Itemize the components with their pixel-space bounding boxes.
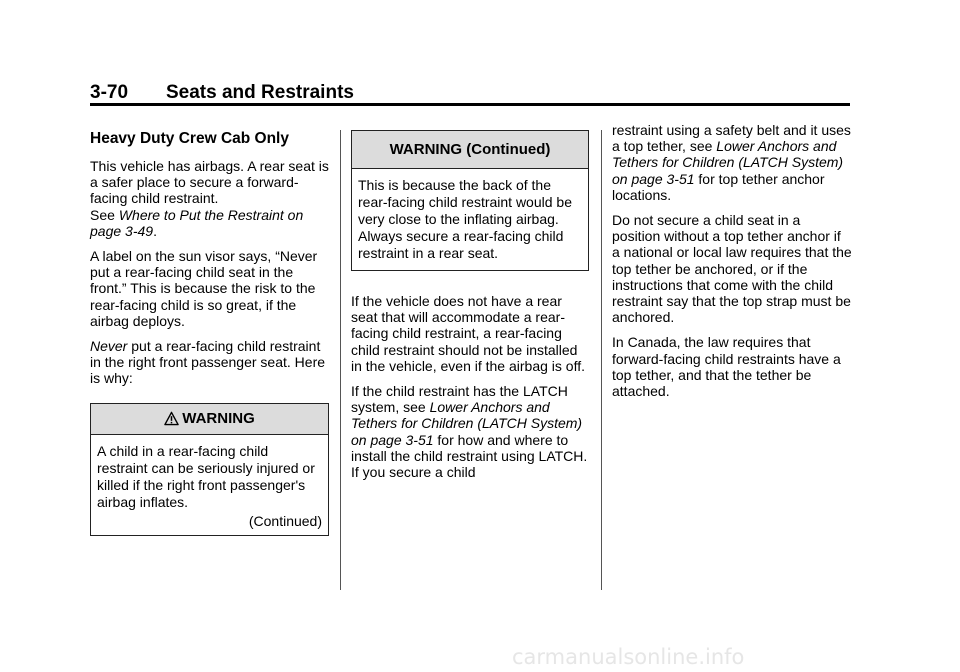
page-number: 3-70 <box>90 82 129 103</box>
watermark: carmanualsonline.info <box>512 645 745 669</box>
warning-box <box>90 403 329 536</box>
column-divider-1 <box>340 130 341 590</box>
page-header <box>90 82 354 104</box>
column-1 <box>90 130 330 536</box>
column-divider-2 <box>601 130 602 590</box>
paragraph-text: for top tether anchor locations. <box>612 170 825 203</box>
section-title: Seats and Restraints <box>166 82 354 103</box>
column-2 <box>351 130 588 489</box>
subsection-heading: Heavy Duty Crew Cab Only <box>90 130 289 147</box>
page-reference-link[interactable]: Lower Anchors and Tethers for Children (LATCH System) on page 3-51 <box>351 399 583 448</box>
paragraph <box>351 383 588 480</box>
paragraph <box>90 158 330 239</box>
see-label: See <box>90 206 115 223</box>
continued-label: (Continued) <box>248 512 322 529</box>
paragraph: If the vehicle does not have a rear seat that will accommodate a rear-facing child restraint, a rear-facing child restraint should not be installed in the vehicle, even if the airbag is off. <box>351 293 585 374</box>
warning-continued-box <box>351 130 589 271</box>
paragraph-text: put a rear-facing child restraint in the right front passenger seat. Here is why: <box>90 338 326 387</box>
header-rule <box>90 103 850 106</box>
page-reference-link[interactable]: Lower Anchors and Tethers for Children (LATCH System) on page 3-51 <box>612 138 844 187</box>
paragraph <box>90 338 330 387</box>
warning-continued-header: WARNING (Continued) <box>352 131 588 169</box>
column-3 <box>612 122 852 408</box>
warning-title: WARNING <box>182 409 255 427</box>
page-reference-link[interactable]: Where to Put the Restraint on page 3-49 <box>90 206 304 239</box>
paragraph: Do not secure a child seat in a position without a top tether anchor if a national or local law requires that the top tether be anchored, or if the instructions that come with the child restraint say that the top strap must be anchored. <box>612 212 852 326</box>
paragraph-text: for how and where to install the child restraint using LATCH. If you secure a child <box>351 431 588 481</box>
paragraph <box>612 122 852 203</box>
warning-text: A child in a rear-facing child restraint can be seriously injured or killed if the right front passenger's airbag inflates. <box>97 442 315 510</box>
period: . <box>153 222 157 239</box>
emphasis-never: Never <box>90 338 128 355</box>
paragraph-text: This vehicle has airbags. A rear seat is a safer place to secure a forward-facing child restraint. <box>90 158 329 207</box>
warning-body <box>91 435 328 535</box>
warning-triangle-icon <box>164 407 179 437</box>
warning-continued-body: This is because the back of the rear-facing child restraint would be very close to the inflating airbag. Always secure a rear-facing child restraint in a rear seat. <box>358 177 572 261</box>
paragraph-text: If the child restraint has the LATCH system, see <box>351 383 568 416</box>
paragraph: In Canada, the law requires that forward-facing child restraints have a top tether, and that the tether be attached. <box>612 334 841 400</box>
paragraph-text: restraint using a safety belt and it uses a top tether, see <box>612 122 851 155</box>
warning-header <box>91 404 328 435</box>
paragraph: A label on the sun visor says, “Never put a rear-facing child seat in the front.” This is because the risk to the rear-facing child is so great, if the airbag deploys. <box>90 248 318 329</box>
